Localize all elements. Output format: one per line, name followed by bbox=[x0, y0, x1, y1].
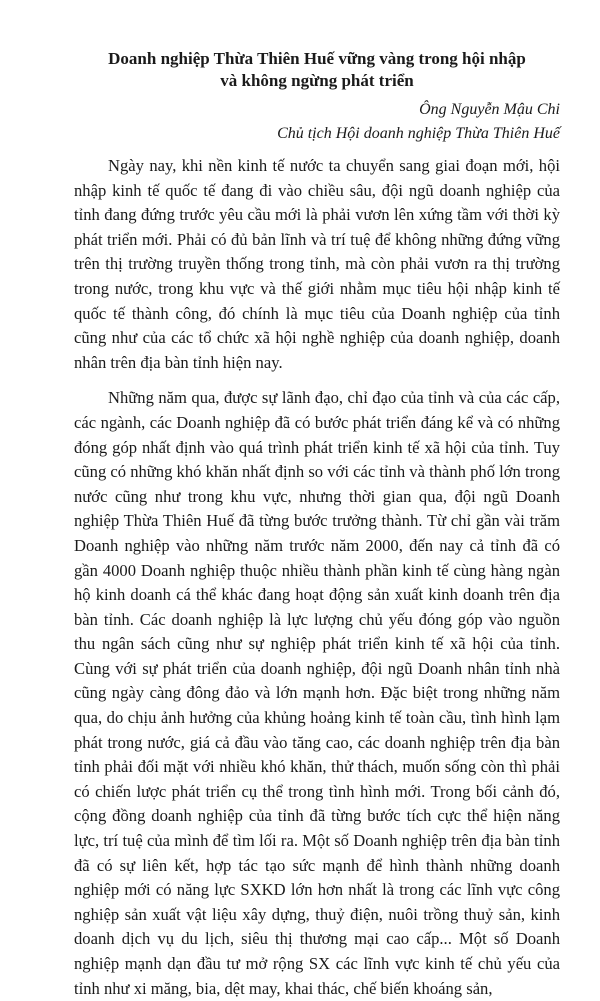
author-block bbox=[74, 98, 560, 146]
author-name: Ông Nguyễn Mậu Chi bbox=[419, 101, 560, 118]
article-title bbox=[74, 48, 560, 92]
title-line-2: và không ngừng phát triển bbox=[220, 71, 414, 90]
paragraph: Những năm qua, được sự lãnh đạo, chỉ đạo của tỉnh và của các cấp, các ngành, các Doanh nghiệp đã có bước phát triển đáng kể và có những đóng góp nhất định vào quá trình phát triển kinh tế xã hội của tỉnh. Tuy cũng có những khó khăn nhất định so với các tỉnh và thành phố lớn trong nước cũng như trong khu vực, nhưng thời gian qua, đội ngũ Doanh nghiệp Thừa Thiên Huế đã từng bước trưởng thành. Từ chỉ gần vài trăm Doanh nghiệp vào những năm trước năm 2000, đến nay cả tỉnh đã có gần 4000 Doanh nghiệp thuộc nhiều thành phần kinh tế cùng hàng ngàn hộ kinh doanh cá thể khác đang hoạt động sản xuất kinh doanh trên địa bàn tỉnh. Các doanh nghiệp là lực lượng chủ yếu đóng góp vào nguồn thu ngân sách cũng như sự nghiệp phát triển kinh tế xã hội của tỉnh. Cùng với sự phát triển của doanh nghiệp, đội ngũ Doanh nhân tỉnh nhà cũng ngày càng đông đảo và lớn mạnh hơn. Đặc biệt trong những năm qua, do chịu ảnh hưởng của khủng hoảng kinh tế toàn cầu, tình hình lạm phát trong nước, giá cả đầu vào tăng cao, các doanh nghiệp trên địa bàn tỉnh phải đối mặt với nhiều khó khăn, thử thách, muốn sống còn thì phải có chiến lược phát triển cụ thể trong tình hình mới. Trong bối cảnh đó, cộng đồng doanh nghiệp của tỉnh đã từng bước tích cực thể hiện năng lực, trí tuệ của mình để tìm lối ra. Một số Doanh nghiệp trên địa bàn tỉnh đã có sự liên kết, hợp tác tạo sức mạnh để hình thành những doanh nghiệp mới có năng lực SXKD lớn hơn nhất là trong các lĩnh vực công nghiệp sản xuất vật liệu xây dựng, thuỷ điện, nuôi trồng thuỷ sản, kinh doanh dịch vụ du lịch, siêu thị thương mại cao cấp... Một số Doanh nghiệp mạnh dạn đầu tư mở rộng SX các lĩnh vực kinh tế chủ yếu của tỉnh như xi măng, bia, dệt may, khai thác, chế biến khoáng sản, bbox=[74, 388, 561, 998]
paragraph: Ngày nay, khi nền kinh tế nước ta chuyển sang giai đoạn mới, hội nhập kinh tế quốc tế đang đi vào chiều sâu, đội ngũ doanh nghiệp của tỉnh đang đứng trước yêu cầu mới là phải vươn lên xứng tầm với thời kỳ phát triển mới. Phải có đủ bản lĩnh và trí tuệ để không những đứng vững trên thị trường truyền thống trong tỉnh, mà còn phải vươn ra thị trường trong nước, trong khu vực và thế giới nhằm mục tiêu hội nhập kinh tế quốc tế thành công, đó chính là mục tiêu của Doanh nghiệp của tỉnh cũng như của các tổ chức xã hội nghề nghiệp của doanh nghiệp, doanh nhân trên địa bàn tỉnh hiện nay. bbox=[74, 156, 560, 372]
article-body bbox=[74, 154, 560, 1001]
title-line-1: Doanh nghiệp Thừa Thiên Huế vững vàng trong hội nhập bbox=[108, 49, 526, 68]
author-role: Chủ tịch Hội doanh nghiệp Thừa Thiên Huế bbox=[277, 125, 560, 142]
